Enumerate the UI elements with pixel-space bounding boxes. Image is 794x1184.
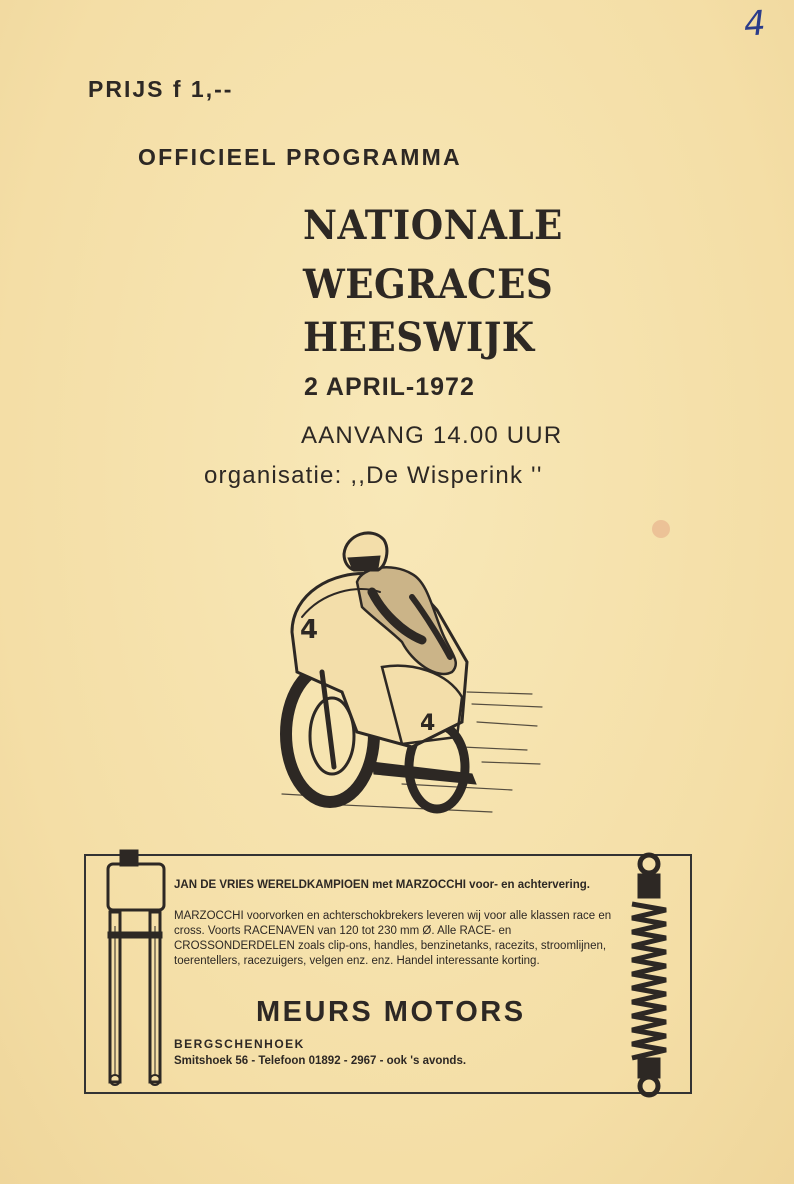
event-date: 2 APRIL-1972 (304, 373, 475, 401)
ad-headline: JAN DE VRIES WERELDKAMPIOEN met MARZOCCHI voor- en achtervering. (174, 879, 590, 891)
ad-company-name: MEURS MOTORS (256, 996, 526, 1028)
ad-body-text: MARZOCCHI voorvorken en achterschokbrekers leveren wij voor alle klassen race en cross. Voorts RACENAVEN van 120 tot 230 mm Ø. Alle RACE- en CROSSONDERDELEN zoals clip-ons, handles, benzinetanks, racezits, stroomlijnen, toerentellers, racezuigers, velgen enz. enz. Handel interessante korting. (174, 910, 612, 967)
race-number-front: 4 (300, 615, 319, 645)
organisation-line: organisatie: ,,De Wisperink '' (204, 462, 543, 489)
price-label: PRIJS f 1,-- (88, 76, 234, 102)
ad-address: Smitshoek 56 - Telefoon 01892 - 2967 - ook 's avonds. (174, 1055, 467, 1067)
title-line-3: HEESWIJK (303, 314, 535, 361)
start-time: AANVANG 14.00 UUR (301, 422, 563, 449)
front-fork-illustration (100, 846, 170, 1092)
program-label: OFFICIEEL PROGRAMMA (138, 144, 462, 170)
page-number: 4 (742, 3, 768, 45)
paper-stain (652, 520, 670, 538)
motorcycle-racer-illustration (262, 522, 552, 822)
title-line-1: NATIONALE (303, 202, 563, 249)
race-number-side: 4 (420, 711, 436, 736)
shock-absorber-illustration (624, 852, 674, 1098)
title-line-2: WEGRACES (303, 261, 554, 308)
ad-town: BERGSCHENHOEK (174, 1037, 305, 1051)
